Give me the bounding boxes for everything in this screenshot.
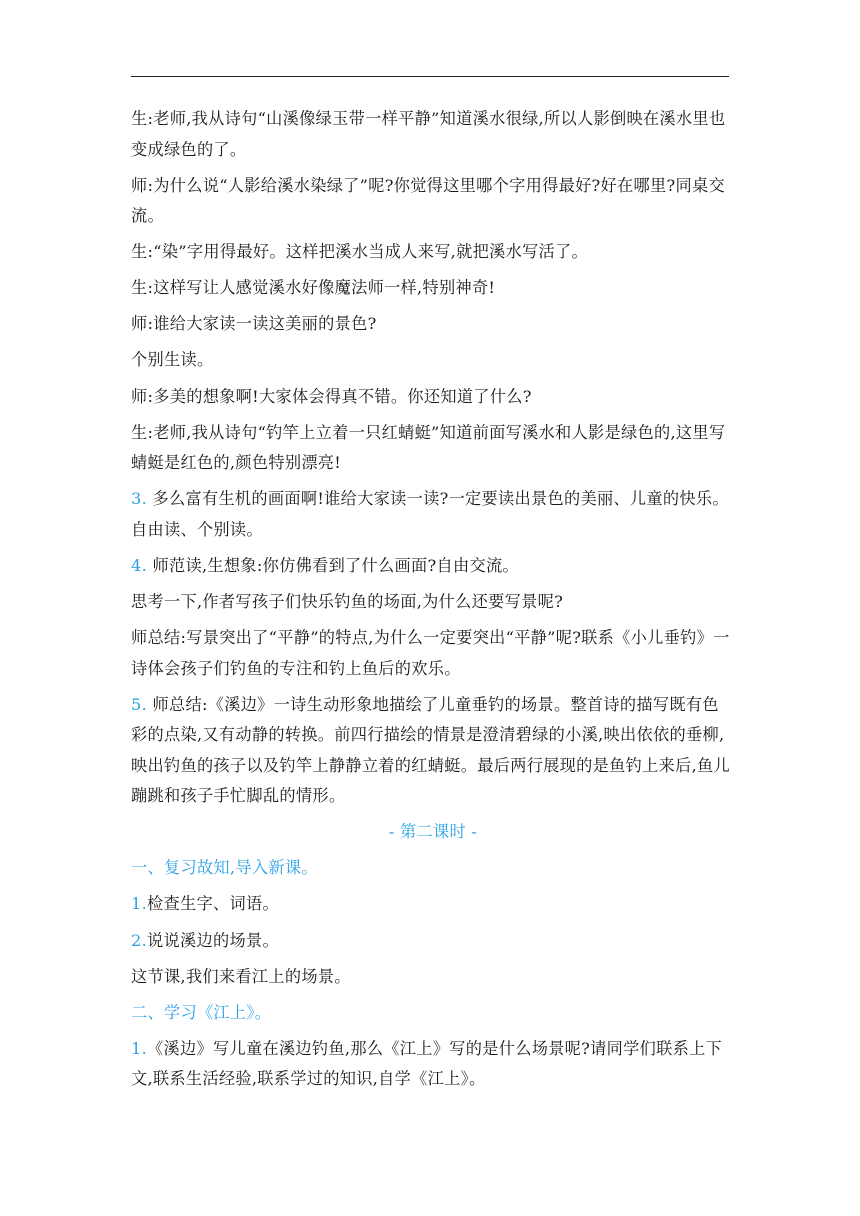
item-number: 2.: [131, 930, 148, 950]
item-number: 5.: [131, 694, 148, 714]
paragraph: 生:这样写让人感觉溪水好像魔法师一样,特别神奇!: [131, 278, 496, 298]
item-number: 1.: [131, 894, 148, 914]
heading-study: 二、学习《江上》。: [131, 1002, 272, 1022]
item-number: 1.: [131, 1038, 148, 1058]
numbered-paragraph: 1.检查生字、词语。: [131, 894, 279, 914]
lesson-content: [131, 104, 735, 1100]
numbered-paragraph: 3. 多么富有生机的画面啊!谁给大家读一读?一定要读出景色的美丽、儿童的快乐。自由读、个别读。: [131, 489, 729, 539]
item-number: 3.: [131, 489, 148, 509]
paragraph: 师:多美的想象啊!大家体会得真不错。你还知道了什么?: [131, 386, 532, 406]
numbered-paragraph: 4. 师范读,生想象:你仿佛看到了什么画面?自由交流。: [131, 555, 519, 575]
numbered-paragraph: 1.《溪边》写儿童在溪边钓鱼,那么《江上》写的是什么场景呢?请同学们联系上下文,联系生活经验,联系学过的知识,自学《江上》。: [131, 1038, 723, 1089]
paragraph: 生:老师,我从诗句“山溪像绿玉带一样平静”知道溪水很绿,所以人影倒映在溪水里也变成绿色的了。: [131, 109, 726, 159]
paragraph: 思考一下,作者写孩子们快乐钓鱼的场面,为什么还要写景呢?: [131, 591, 564, 611]
paragraph: 师:谁给大家读一读这美丽的景色?: [131, 314, 377, 334]
header-rule: [131, 76, 729, 77]
numbered-paragraph: 2.说说溪边的场景。: [131, 930, 279, 950]
paragraph: 师:为什么说“人影给溪水染绿了”呢?你觉得这里哪个字用得最好?好在哪里?同桌交流。: [131, 175, 725, 226]
numbered-paragraph: 5. 师总结:《溪边》一诗生动形象地描绘了儿童垂钓的场景。整首诗的描写既有色彩的点染,又有动静的转换。前四行描绘的情景是澄清碧绿的小溪,映出依依的垂柳,映出钓鱼的孩子以及钓竿上静静立着的红蜻蜓。最后两行展现的是鱼钓上来后,鱼儿蹦跳和孩子手忙脚乱的情形。: [131, 694, 730, 806]
heading-review: 一、复习故知,导入新课。: [131, 858, 318, 878]
item-number: 4.: [131, 555, 148, 575]
paragraph: 个别生读。: [131, 350, 214, 370]
paragraph: 师总结:写景突出了“平静”的特点,为什么一定要突出“平静”呢?联系《小儿垂钓》一诗体会孩子们钓鱼的专注和钓上鱼后的欢乐。: [131, 628, 730, 678]
section-title: - 第二课时 -: [388, 822, 478, 842]
paragraph: 这节课,我们来看江上的场景。: [131, 966, 351, 986]
paragraph: 生:“染”字用得最好。这样把溪水当成人来写,就把溪水写活了。: [131, 242, 589, 262]
paragraph: 生:老师,我从诗句“钓竿上立着一只红蜻蜓”知道前面写溪水和人影是绿色的,这里写蜻蜓是红色的,颜色特别漂亮!: [131, 422, 726, 473]
